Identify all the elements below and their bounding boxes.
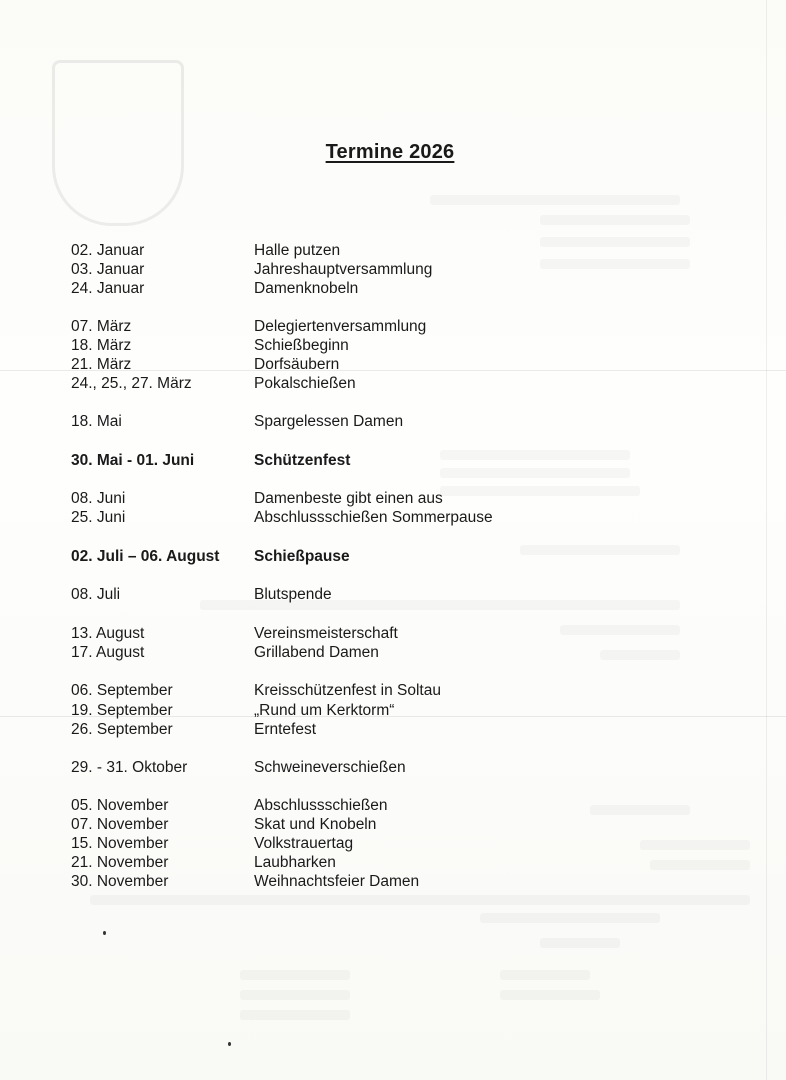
entry-event: „Rund um Kerktorm“ bbox=[254, 702, 395, 719]
entry-date: 19. September bbox=[71, 702, 173, 719]
show-through-text bbox=[540, 259, 690, 269]
entry-date: 24. Januar bbox=[71, 280, 145, 297]
show-through-text bbox=[480, 913, 660, 923]
entry-event: Dorfsäubern bbox=[254, 356, 340, 373]
entry-date: 13. August bbox=[71, 625, 145, 642]
entry-event: Pokalschießen bbox=[254, 375, 356, 392]
entry-date: 18. Mai bbox=[71, 413, 122, 430]
entry-event: Delegiertenversammlung bbox=[254, 318, 427, 335]
entry-event: Spargelessen Damen bbox=[254, 413, 404, 430]
show-through-text bbox=[500, 990, 600, 1000]
show-through-text bbox=[440, 450, 630, 460]
show-through-text bbox=[90, 895, 750, 905]
entry-date: 30. November bbox=[71, 873, 169, 890]
entry-date: 07. März bbox=[71, 318, 132, 335]
show-through-text bbox=[440, 486, 640, 496]
show-through-text bbox=[520, 545, 680, 555]
entry-event: Skat und Knobeln bbox=[254, 816, 377, 833]
entry-event: Schweineverschießen bbox=[254, 759, 406, 776]
entry-date: 15. November bbox=[71, 835, 169, 852]
page-title: Termine 2026 bbox=[325, 141, 455, 163]
scan-speck bbox=[103, 931, 106, 935]
show-through-text bbox=[540, 938, 620, 948]
show-through-text bbox=[640, 840, 750, 850]
entry-event: Volkstrauertag bbox=[254, 835, 354, 852]
entry-date: 02. Januar bbox=[71, 242, 145, 259]
entry-event: Abschlussschießen bbox=[254, 797, 388, 814]
entry-date: 24., 25., 27. März bbox=[71, 375, 192, 392]
entry-date: 02. Juli – 06. August bbox=[71, 548, 220, 565]
entry-event: Laubharken bbox=[254, 854, 336, 871]
entry-date: 08. Juli bbox=[71, 586, 121, 603]
entry-date: 25. Juni bbox=[71, 509, 126, 526]
entry-event: Halle putzen bbox=[254, 242, 341, 259]
show-through-text bbox=[240, 970, 350, 980]
entry-date: 05. November bbox=[71, 797, 169, 814]
entry-date: 07. November bbox=[71, 816, 169, 833]
entry-date: 08. Juni bbox=[71, 490, 126, 507]
entry-event: Erntefest bbox=[254, 721, 317, 738]
show-through-text bbox=[240, 990, 350, 1000]
entry-event: Schießbeginn bbox=[254, 337, 349, 354]
entry-date: 06. September bbox=[71, 682, 173, 699]
show-through-text bbox=[440, 468, 630, 478]
entry-date: 30. Mai - 01. Juni bbox=[71, 452, 195, 469]
show-through-text bbox=[500, 970, 590, 980]
show-through-text bbox=[600, 650, 680, 660]
entry-event: Abschlussschießen Sommerpause bbox=[254, 509, 493, 526]
entry-event: Schützenfest bbox=[254, 452, 351, 469]
show-through-text bbox=[430, 195, 680, 205]
show-through-text bbox=[540, 237, 690, 247]
entry-event: Weihnachtsfeier Damen bbox=[254, 873, 420, 890]
entry-date: 26. September bbox=[71, 721, 173, 738]
entry-date: 21. November bbox=[71, 854, 169, 871]
entry-event: Kreisschützenfest in Soltau bbox=[254, 682, 441, 699]
entry-date: 18. März bbox=[71, 337, 132, 354]
entry-event: Vereinsmeisterschaft bbox=[254, 625, 398, 642]
entry-event: Damenbeste gibt einen aus bbox=[254, 490, 443, 507]
entry-date: 17. August bbox=[71, 644, 145, 661]
entry-date: 03. Januar bbox=[71, 261, 145, 278]
entry-event: Damenknobeln bbox=[254, 280, 359, 297]
entry-date: 21. März bbox=[71, 356, 132, 373]
show-through-text bbox=[240, 1010, 350, 1020]
show-through-text bbox=[650, 860, 750, 870]
entry-event: Schießpause bbox=[254, 548, 350, 565]
entry-event: Grillabend Damen bbox=[254, 644, 379, 661]
scan-speck bbox=[228, 1042, 231, 1046]
entry-event: Jahreshauptversammlung bbox=[254, 261, 433, 278]
show-through-text bbox=[560, 625, 680, 635]
entry-event: Blutspende bbox=[254, 586, 332, 603]
entry-date: 29. - 31. Oktober bbox=[71, 759, 188, 776]
show-through-text bbox=[590, 805, 690, 815]
show-through-text bbox=[540, 215, 690, 225]
